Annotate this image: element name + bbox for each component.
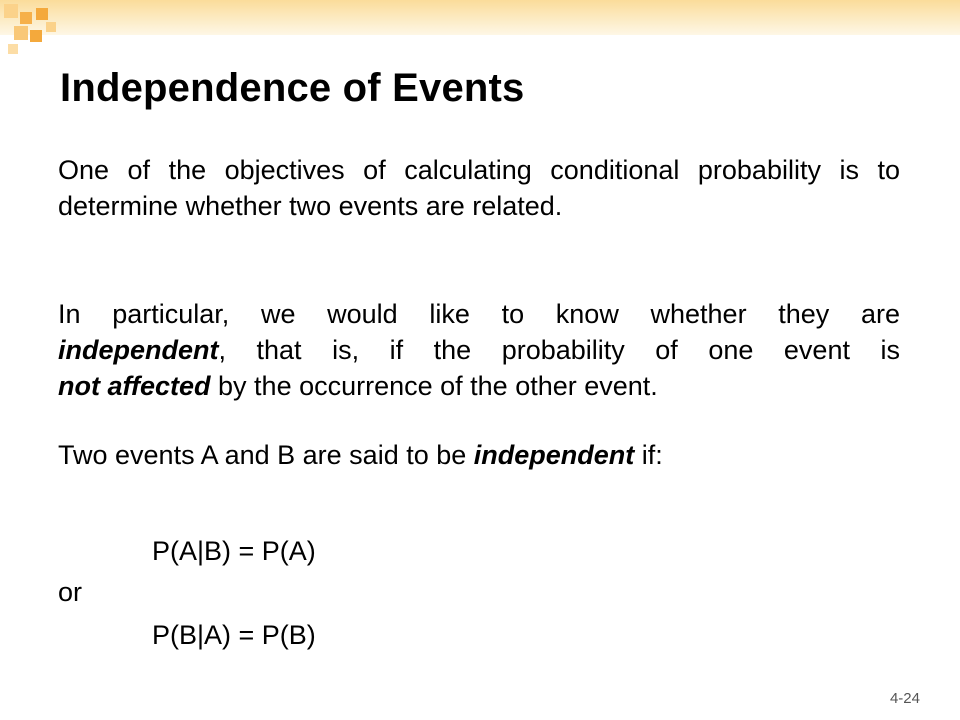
paragraph-line-2 bbox=[58, 332, 900, 368]
or-text: or bbox=[58, 577, 83, 607]
decor-square-6 bbox=[8, 44, 18, 54]
slide-title: Independence of Events bbox=[60, 66, 525, 110]
slide-page-number: 4-24 bbox=[889, 690, 920, 707]
emphasis-independent: independent bbox=[58, 335, 219, 365]
paragraph-definition-statement bbox=[58, 437, 663, 473]
decor-square-1 bbox=[4, 4, 18, 18]
emphasis-not-affected: not affected bbox=[58, 371, 211, 401]
formula-a-given-b: P(A|B) = P(A) bbox=[152, 536, 316, 566]
paragraph-line-3-rest: by the occurrence of the other event. bbox=[210, 371, 658, 401]
decor-square-4 bbox=[14, 26, 28, 40]
decor-square-7 bbox=[46, 22, 56, 32]
formula-b-given-a: P(B|A) = P(B) bbox=[152, 620, 316, 650]
statement-before: Two events A and B are said to be bbox=[58, 440, 474, 470]
paragraph-line-3 bbox=[58, 368, 658, 404]
decor-square-3 bbox=[36, 8, 48, 20]
statement-after: if: bbox=[634, 440, 663, 470]
emphasis-independent-2: independent bbox=[473, 440, 635, 470]
decor-square-5 bbox=[30, 30, 42, 42]
decor-square-2 bbox=[20, 12, 32, 24]
paragraph-line-2-rest: , that is, if the probability of one event is bbox=[218, 335, 900, 365]
header-gradient-bar bbox=[0, 0, 960, 35]
paragraph-conditional-objective: One of the objectives of calculating conditional probability is to determine whether two events are related. bbox=[58, 155, 900, 221]
paragraph-line-1: In particular, we would like to know whether they are bbox=[58, 299, 900, 329]
